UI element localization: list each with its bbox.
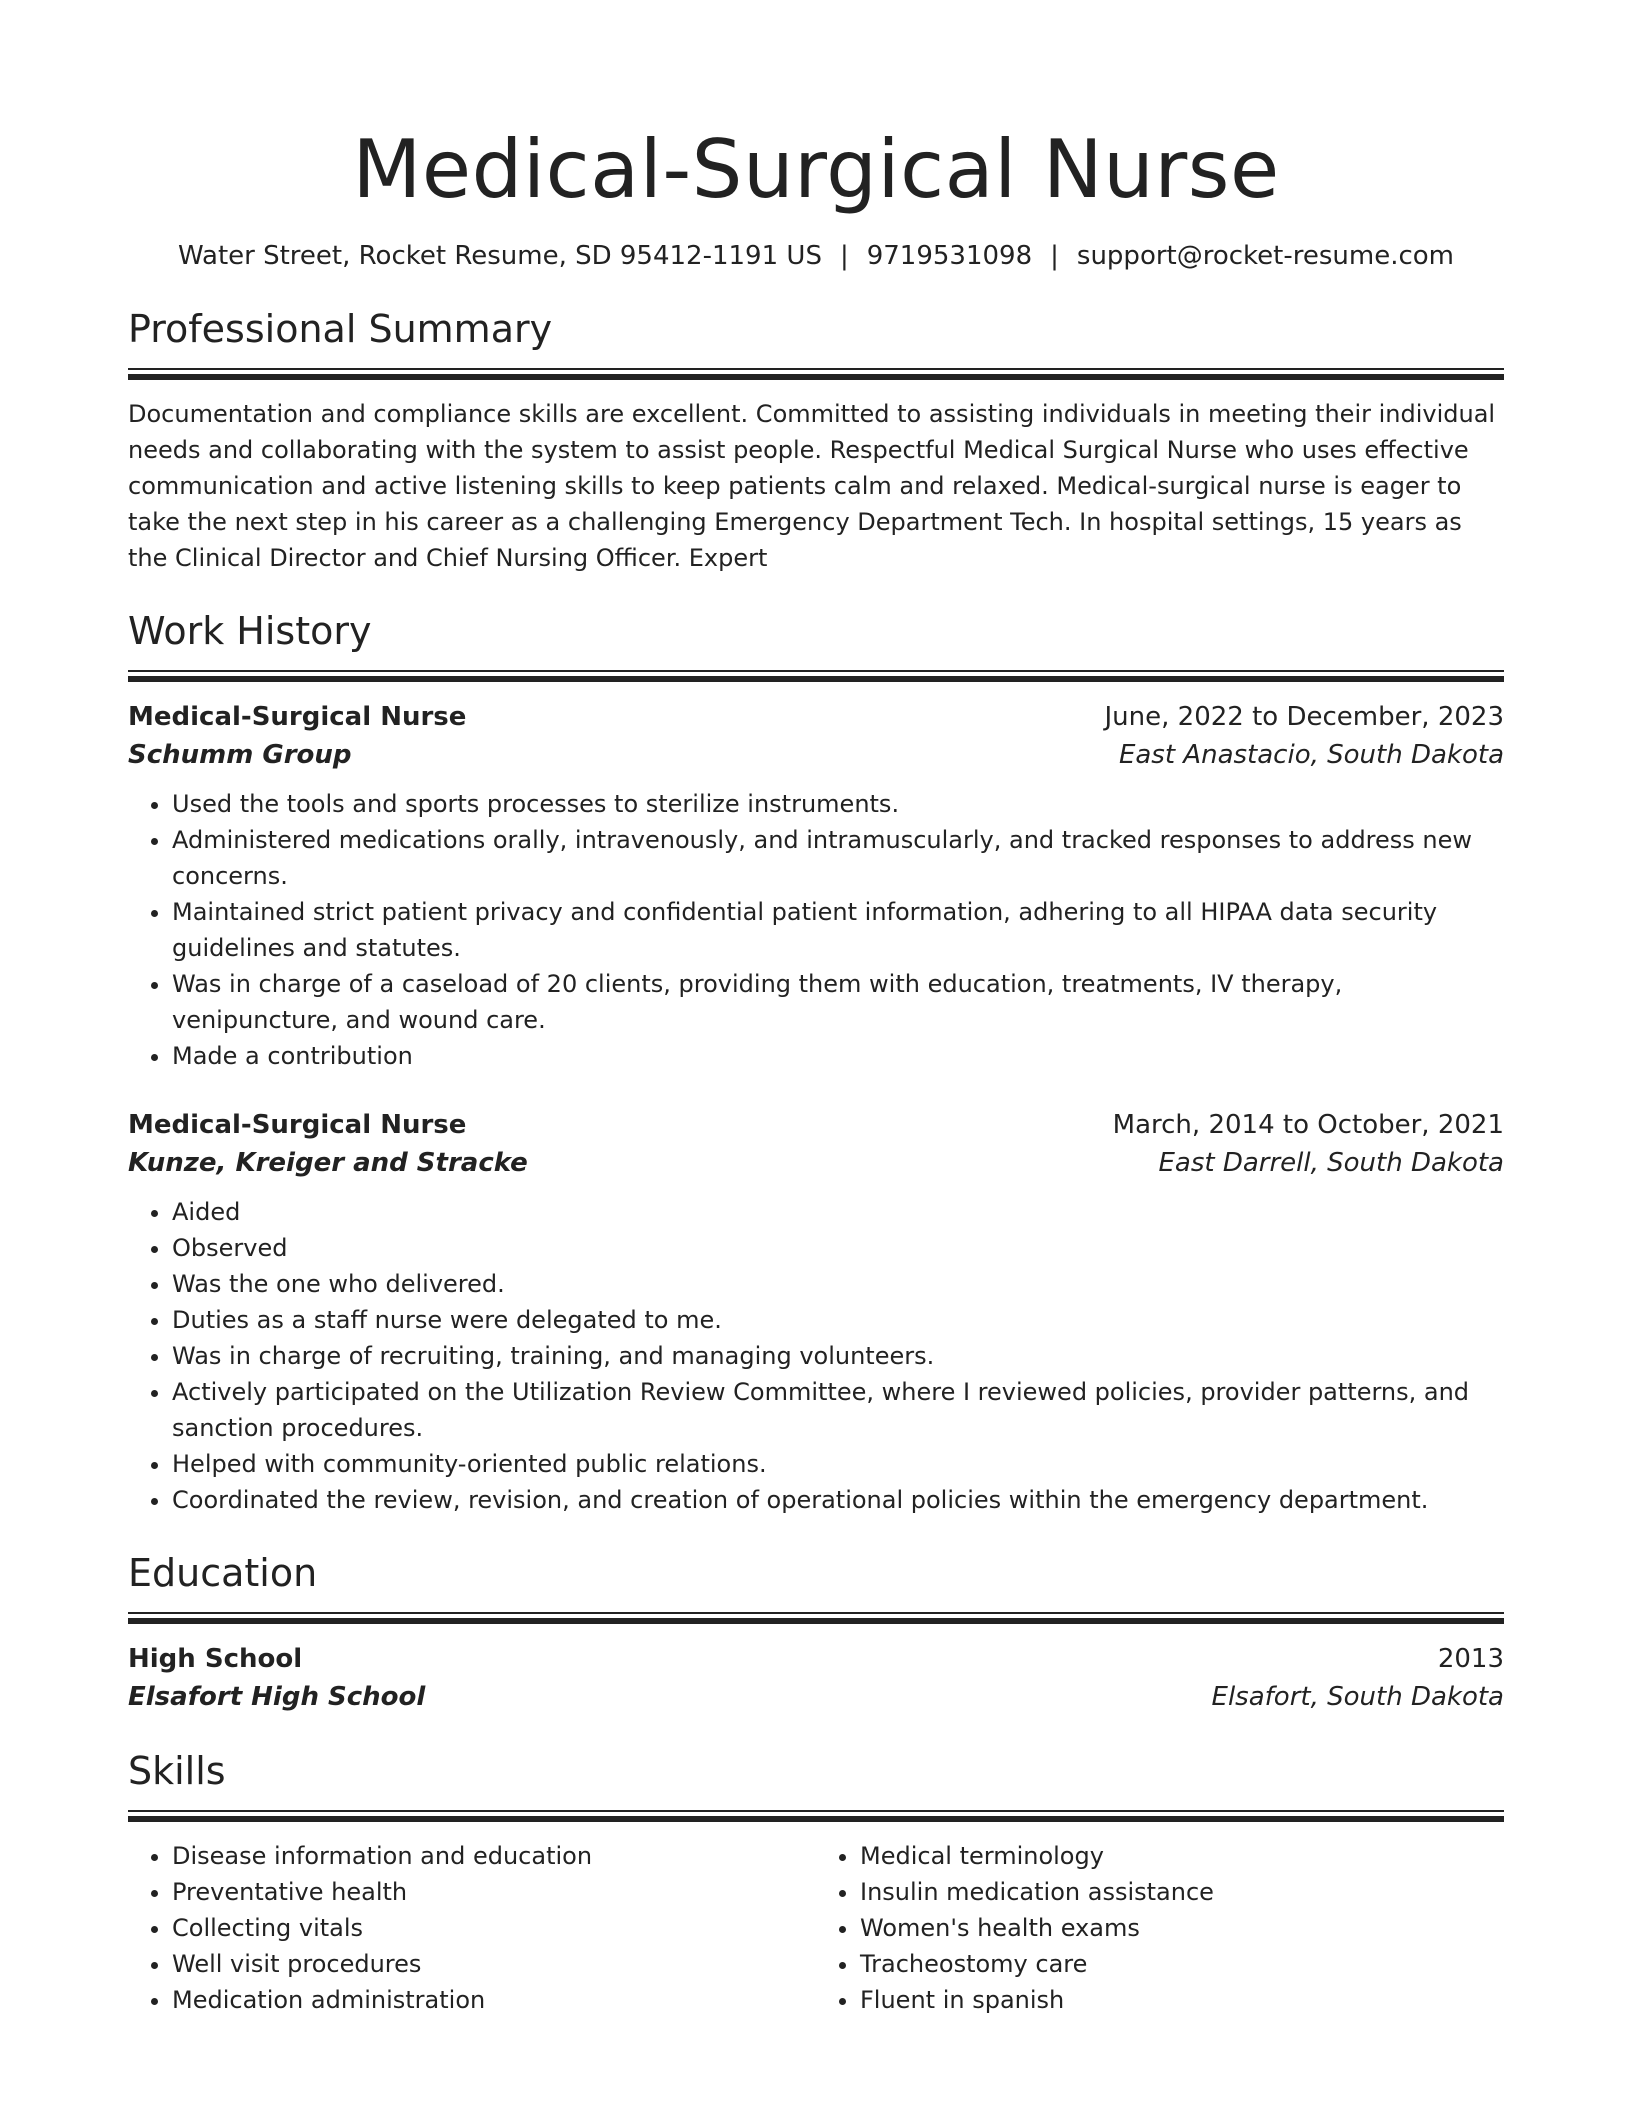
skill-item: • Medication administration: [172, 1982, 816, 2018]
resume-name: Medical-Surgical Nurse: [352, 123, 1280, 216]
job-company-row: [128, 736, 1504, 774]
job-duty: • Administered medications orally, intravenously, and intramuscularly, and tracked responses to address new concerns.: [172, 822, 1504, 894]
summary-section: [128, 304, 1504, 576]
education-location: Elsafort, South Dakota: [1211, 1682, 1504, 1712]
work-history-section: [128, 606, 1504, 1518]
job-dates: March, 2014 to October, 2021: [1112, 1110, 1504, 1140]
job-title: Medical-Surgical Nurse: [128, 1110, 467, 1140]
section-title-work-history: Work History: [128, 609, 372, 653]
job-entry: [128, 1106, 1504, 1518]
section-title-skills: Skills: [128, 1749, 226, 1793]
education-section: [128, 1548, 1504, 1716]
job-duty: • Observed: [172, 1230, 1504, 1266]
job-location: East Anastacio, South Dakota: [1118, 740, 1504, 770]
job-duty: • Made a contribution: [172, 1038, 1504, 1074]
skills-section: [128, 1746, 1504, 2018]
skill-item: • Medical terminology: [860, 1838, 1504, 1874]
contact-address: Water Street, Rocket Resume, SD 95412-1191 US: [177, 241, 822, 271]
job-dates: June, 2022 to December, 2023: [1104, 702, 1504, 732]
skill-item: • Fluent in spanish: [860, 1982, 1504, 2018]
education-header-row: [128, 1640, 1504, 1678]
job-company: Kunze, Kreiger and Stracke: [128, 1148, 528, 1178]
job-header-row: [128, 698, 1504, 736]
section-divider: [128, 1810, 1504, 1822]
skill-item: • Preventative health: [172, 1874, 816, 1910]
skill-item: • Tracheostomy care: [860, 1946, 1504, 1982]
education-degree: High School: [128, 1644, 303, 1674]
contact-separator: |: [839, 241, 849, 271]
education-school: Elsafort High School: [128, 1682, 426, 1712]
job-duty: • Actively participated on the Utilization Review Committee, where I reviewed policies, provider patterns, and sanction procedures.: [172, 1374, 1504, 1446]
job-location: East Darrell, South Dakota: [1158, 1148, 1504, 1178]
skills-list-left: [128, 1838, 816, 2018]
job-company: Schumm Group: [128, 740, 352, 770]
job-duty: • Aided: [172, 1194, 1504, 1230]
job-company-row: [128, 1144, 1504, 1182]
section-divider: [128, 670, 1504, 682]
job-duty: • Used the tools and sports processes to sterilize instruments.: [172, 786, 1504, 822]
contact-line: [128, 238, 1504, 274]
job-duty: • Was in charge of a caseload of 20 clients, providing them with education, treatments, IV therapy, venipuncture, and wound care.: [172, 966, 1504, 1038]
job-duties-list: [128, 1194, 1504, 1518]
section-title-summary: Professional Summary: [128, 307, 553, 351]
skill-item: • Insulin medication assistance: [860, 1874, 1504, 1910]
job-duty: • Duties as a staff nurse were delegated to me.: [172, 1302, 1504, 1338]
job-duty: • Was the one who delivered.: [172, 1266, 1504, 1302]
job-duty: • Maintained strict patient privacy and confidential patient information, adhering to all HIPAA data security guidelines and statutes.: [172, 894, 1504, 966]
summary-text: Documentation and compliance skills are excellent. Committed to assisting individuals in meeting their individual needs and collaborating with the system to assist people. Respectful Medical Surgical Nurse who uses effective communication and active listening skills to keep patients calm and relaxed. Medical-surgical nurse is eager to take the next step in his career as a challenging Emergency Department Tech. In hospital settings, 15 years as the Clinical Director and Chief Nursing Officer. Expert: [128, 400, 1496, 572]
education-year: 2013: [1437, 1644, 1504, 1674]
education-school-row: [128, 1678, 1504, 1716]
skill-item: • Well visit procedures: [172, 1946, 816, 1982]
job-duties-list: [128, 786, 1504, 1074]
job-duty: • Helped with community-oriented public relations.: [172, 1446, 1504, 1482]
skills-columns: [128, 1838, 1504, 2018]
section-divider: [128, 368, 1504, 380]
job-duty: • Was in charge of recruiting, training, and managing volunteers.: [172, 1338, 1504, 1374]
job-title: Medical-Surgical Nurse: [128, 702, 467, 732]
job-header-row: [128, 1106, 1504, 1144]
contact-phone: 9719531098: [866, 241, 1033, 271]
contact-separator: |: [1050, 241, 1059, 271]
job-entry: [128, 698, 1504, 1074]
skill-item: • Collecting vitals: [172, 1910, 816, 1946]
skill-item: • Disease information and education: [172, 1838, 816, 1874]
section-divider: [128, 1612, 1504, 1624]
section-title-education: Education: [128, 1551, 318, 1595]
contact-email: support@rocket-resume.com: [1076, 241, 1455, 271]
job-duty: • Coordinated the review, revision, and creation of operational policies within the emergency department.: [172, 1482, 1504, 1518]
skills-list-right: [816, 1838, 1504, 2018]
skill-item: • Women's health exams: [860, 1910, 1504, 1946]
